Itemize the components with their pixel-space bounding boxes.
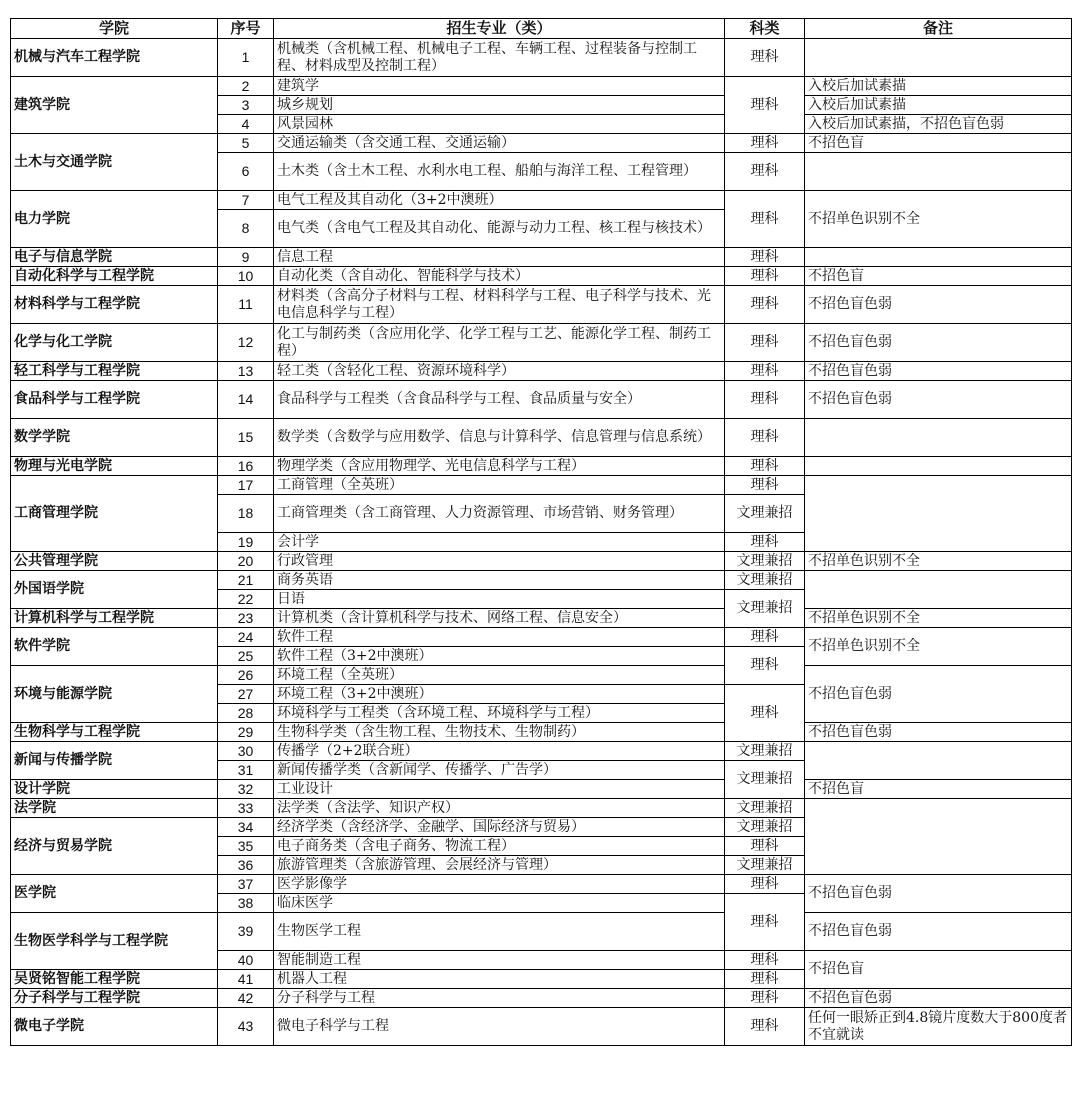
cell-note: 不招色盲 [805,134,1072,153]
cell-subject: 理科 [725,970,805,989]
cell-major: 医学影像学 [274,875,725,894]
cell-major: 电子商务类（含电子商务、物流工程） [274,837,725,856]
cell-subject: 理科 [725,476,805,495]
header-note: 备注 [805,19,1072,39]
cell-subject: 理科 [725,134,805,153]
cell-college: 化学与化工学院 [11,324,218,362]
admissions-table [10,18,1072,1046]
cell-number: 24 [218,628,274,647]
cell-number: 7 [218,191,274,210]
table-row [11,476,1072,495]
cell-college: 法学院 [11,799,218,818]
cell-major: 传播学（2+2联合班） [274,742,725,761]
table-row [11,1008,1072,1046]
cell-subject: 理科 [725,457,805,476]
cell-number: 23 [218,609,274,628]
cell-college: 电子与信息学院 [11,248,218,267]
cell-subject: 理科 [725,381,805,419]
cell-subject: 理科 [725,77,805,134]
cell-note [805,799,1072,875]
cell-subject: 理科 [725,533,805,552]
cell-major: 工业设计 [274,780,725,799]
table-row [11,248,1072,267]
cell-subject: 理科 [725,894,805,951]
cell-note: 不招色盲色弱 [805,362,1072,381]
table-row [11,552,1072,571]
cell-college: 外国语学院 [11,571,218,609]
cell-major: 食品科学与工程类（含食品科学与工程、食品质量与安全） [274,381,725,419]
cell-note [805,39,1072,77]
cell-number: 6 [218,153,274,191]
cell-note: 入校后加试素描 [805,77,1072,96]
cell-college: 环境与能源学院 [11,666,218,723]
table-row [11,267,1072,286]
cell-major: 机器人工程 [274,970,725,989]
cell-college: 工商管理学院 [11,476,218,552]
cell-number: 33 [218,799,274,818]
cell-college: 机械与汽车工程学院 [11,39,218,77]
cell-number: 3 [218,96,274,115]
cell-number: 20 [218,552,274,571]
cell-college: 公共管理学院 [11,552,218,571]
cell-number: 40 [218,951,274,970]
cell-major: 环境工程（3+2中澳班） [274,685,725,704]
table-row [11,609,1072,628]
cell-major: 软件工程（3+2中澳班） [274,647,725,666]
cell-subject: 理科 [725,875,805,894]
cell-subject: 文理兼招 [725,856,805,875]
cell-subject: 理科 [725,39,805,77]
cell-subject: 理科 [725,837,805,856]
cell-major: 电气工程及其自动化（3+2中澳班） [274,191,725,210]
cell-number: 39 [218,913,274,951]
cell-major: 电气类（含电气工程及其自动化、能源与动力工程、核工程与核技术） [274,210,725,248]
cell-number: 26 [218,666,274,685]
table-row [11,381,1072,419]
cell-note: 任何一眼矫正到4.8镜片度数大于800度者不宜就读 [805,1008,1072,1046]
cell-note: 不招色盲色弱 [805,989,1072,1008]
cell-major: 智能制造工程 [274,951,725,970]
cell-college: 医学院 [11,875,218,913]
cell-major: 材料类（含高分子材料与工程、材料科学与工程、电子科学与技术、光电信息科学与工程） [274,286,725,324]
table-row [11,457,1072,476]
cell-note: 不招色盲 [805,951,1072,989]
cell-note [805,571,1072,609]
cell-number: 41 [218,970,274,989]
cell-college: 生物医学科学与工程学院 [11,913,218,970]
table-row [11,39,1072,77]
cell-major: 环境科学与工程类（含环境工程、环境科学与工程） [274,704,725,723]
cell-number: 9 [218,248,274,267]
cell-subject: 理科 [725,153,805,191]
cell-college: 自动化科学与工程学院 [11,267,218,286]
cell-note: 不招单色识别不全 [805,609,1072,628]
cell-number: 21 [218,571,274,590]
cell-note [805,476,1072,552]
cell-college: 微电子学院 [11,1008,218,1046]
cell-major: 建筑学 [274,77,725,96]
table-row [11,989,1072,1008]
cell-major: 交通运输类（含交通工程、交通运输） [274,134,725,153]
cell-major: 商务英语 [274,571,725,590]
cell-note: 入校后加试素描 [805,96,1072,115]
cell-note: 不招单色识别不全 [805,628,1072,666]
cell-major: 数学类（含数学与应用数学、信息与计算科学、信息管理与信息系统） [274,419,725,457]
cell-number: 18 [218,495,274,533]
table-row [11,419,1072,457]
cell-number: 16 [218,457,274,476]
cell-major: 工商管理（全英班） [274,476,725,495]
cell-college: 新闻与传播学院 [11,742,218,780]
cell-number: 42 [218,989,274,1008]
table-row [11,191,1072,210]
cell-note: 不招色盲 [805,780,1072,799]
cell-college: 分子科学与工程学院 [11,989,218,1008]
cell-major: 轻工类（含轻化工程、资源环境科学） [274,362,725,381]
cell-number: 30 [218,742,274,761]
cell-subject: 理科 [725,362,805,381]
cell-subject: 文理兼招 [725,818,805,837]
cell-college: 软件学院 [11,628,218,666]
table-row [11,799,1072,818]
cell-note: 不招色盲色弱 [805,381,1072,419]
table-row [11,780,1072,799]
cell-major: 法学类（含法学、知识产权） [274,799,725,818]
header-number: 序号 [218,19,274,39]
cell-note: 入校后加试素描，不招色盲色弱 [805,115,1072,134]
cell-number: 36 [218,856,274,875]
table-row [11,666,1072,685]
cell-note [805,742,1072,780]
cell-subject: 理科 [725,324,805,362]
cell-number: 5 [218,134,274,153]
cell-major: 环境工程（全英班） [274,666,725,685]
cell-number: 1 [218,39,274,77]
cell-number: 11 [218,286,274,324]
table-row [11,286,1072,324]
cell-note: 不招色盲色弱 [805,913,1072,951]
cell-number: 43 [218,1008,274,1046]
cell-major: 自动化类（含自动化、智能科学与技术） [274,267,725,286]
cell-number: 14 [218,381,274,419]
cell-note: 不招色盲色弱 [805,875,1072,913]
cell-number: 15 [218,419,274,457]
table-row [11,324,1072,362]
table-row [11,875,1072,894]
cell-major: 城乡规划 [274,96,725,115]
cell-subject: 理科 [725,628,805,647]
cell-subject: 理科 [725,419,805,457]
cell-subject: 理科 [725,191,805,248]
cell-major: 新闻传播学类（含新闻学、传播学、广告学） [274,761,725,780]
cell-note: 不招色盲色弱 [805,324,1072,362]
cell-college: 建筑学院 [11,77,218,134]
cell-subject: 理科 [725,248,805,267]
cell-subject: 理科 [725,989,805,1008]
cell-college: 生物科学与工程学院 [11,723,218,742]
cell-major: 分子科学与工程 [274,989,725,1008]
cell-number: 17 [218,476,274,495]
cell-number: 28 [218,704,274,723]
cell-college: 经济与贸易学院 [11,818,218,875]
header-row [11,19,1072,39]
cell-major: 经济学类（含经济学、金融学、国际经济与贸易） [274,818,725,837]
cell-note [805,153,1072,191]
cell-college: 物理与光电学院 [11,457,218,476]
table-row [11,913,1072,951]
cell-major: 日语 [274,590,725,609]
cell-major: 工商管理类（含工商管理、人力资源管理、市场营销、财务管理） [274,495,725,533]
table-row [11,77,1072,96]
cell-number: 31 [218,761,274,780]
cell-subject: 理科 [725,647,805,685]
header-subject: 科类 [725,19,805,39]
cell-college: 电力学院 [11,191,218,248]
cell-number: 12 [218,324,274,362]
cell-college: 土木与交通学院 [11,134,218,191]
cell-major: 化工与制药类（含应用化学、化学工程与工艺、能源化学工程、制药工程） [274,324,725,362]
cell-note: 不招单色识别不全 [805,552,1072,571]
cell-subject: 理科 [725,685,805,742]
cell-number: 2 [218,77,274,96]
cell-college: 数学学院 [11,419,218,457]
cell-subject: 文理兼招 [725,590,805,628]
cell-note [805,419,1072,457]
cell-note [805,457,1072,476]
cell-college: 轻工科学与工程学院 [11,362,218,381]
cell-subject: 理科 [725,1008,805,1046]
table-row [11,362,1072,381]
cell-number: 13 [218,362,274,381]
cell-note: 不招色盲色弱 [805,666,1072,723]
cell-number: 8 [218,210,274,248]
cell-major: 旅游管理类（含旅游管理、会展经济与管理） [274,856,725,875]
cell-note: 不招色盲色弱 [805,723,1072,742]
cell-subject: 文理兼招 [725,742,805,761]
cell-major: 机械类（含机械工程、机械电子工程、车辆工程、过程装备与控制工程、材料成型及控制工程） [274,39,725,77]
cell-number: 37 [218,875,274,894]
cell-college: 食品科学与工程学院 [11,381,218,419]
cell-major: 行政管理 [274,552,725,571]
header-college: 学院 [11,19,218,39]
table-row [11,134,1072,153]
cell-major: 风景园林 [274,115,725,134]
cell-number: 4 [218,115,274,134]
cell-subject: 文理兼招 [725,571,805,590]
cell-college: 材料科学与工程学院 [11,286,218,324]
cell-subject: 理科 [725,286,805,324]
cell-major: 物理学类（含应用物理学、光电信息科学与工程） [274,457,725,476]
cell-number: 32 [218,780,274,799]
table-row [11,571,1072,590]
cell-college: 吴贤铭智能工程学院 [11,970,218,989]
cell-major: 临床医学 [274,894,725,913]
cell-subject: 文理兼招 [725,495,805,533]
cell-subject: 理科 [725,951,805,970]
cell-note: 不招色盲 [805,267,1072,286]
header-major: 招生专业（类） [274,19,725,39]
table-row [11,742,1072,761]
cell-subject: 理科 [725,267,805,286]
cell-college: 计算机科学与工程学院 [11,609,218,628]
cell-note [805,248,1072,267]
cell-subject: 文理兼招 [725,799,805,818]
cell-note: 不招单色识别不全 [805,191,1072,248]
cell-major: 生物科学类（含生物工程、生物技术、生物制药） [274,723,725,742]
cell-major: 土木类（含土木工程、水利水电工程、船舶与海洋工程、工程管理） [274,153,725,191]
cell-number: 19 [218,533,274,552]
table-row [11,628,1072,647]
cell-number: 27 [218,685,274,704]
cell-college: 设计学院 [11,780,218,799]
cell-number: 34 [218,818,274,837]
cell-major: 软件工程 [274,628,725,647]
cell-number: 29 [218,723,274,742]
cell-major: 计算机类（含计算机科学与技术、网络工程、信息安全） [274,609,725,628]
cell-major: 信息工程 [274,248,725,267]
cell-number: 38 [218,894,274,913]
cell-number: 10 [218,267,274,286]
cell-subject: 文理兼招 [725,552,805,571]
cell-major: 微电子科学与工程 [274,1008,725,1046]
cell-major: 会计学 [274,533,725,552]
table-row [11,723,1072,742]
cell-number: 25 [218,647,274,666]
cell-number: 35 [218,837,274,856]
cell-number: 22 [218,590,274,609]
cell-subject: 文理兼招 [725,761,805,799]
cell-note: 不招色盲色弱 [805,286,1072,324]
cell-major: 生物医学工程 [274,913,725,951]
